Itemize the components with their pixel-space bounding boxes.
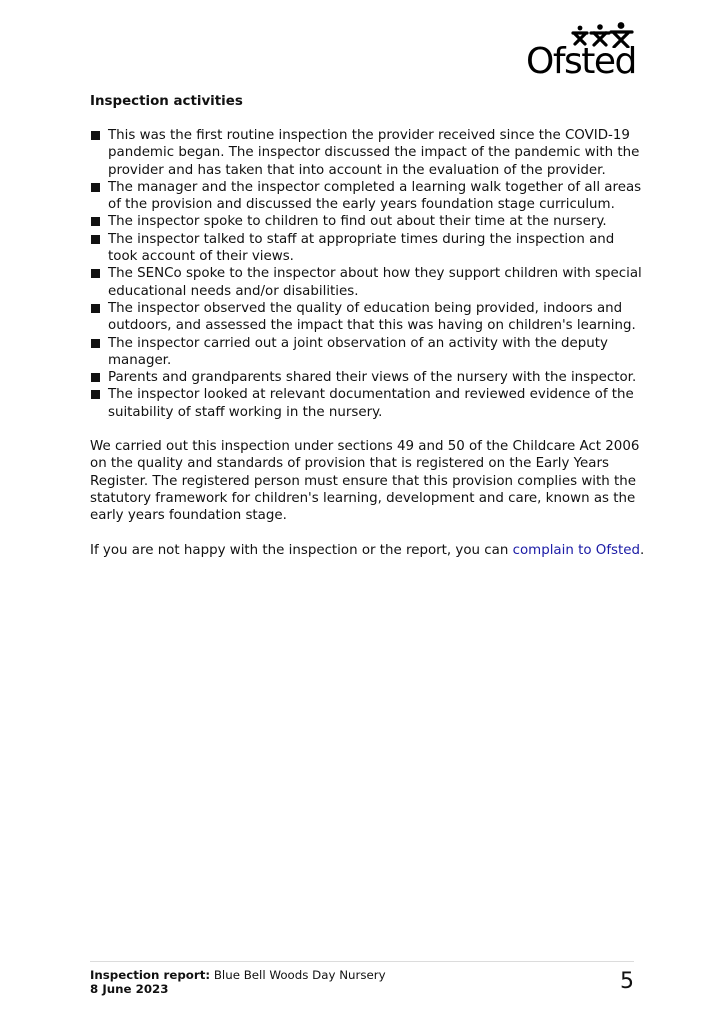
report-content [90, 93, 645, 559]
complain-to-ofsted-link[interactable]: complain to Ofsted [512, 542, 641, 558]
square-bullet-icon [91, 217, 100, 226]
footer-date: 8 June 2023 [90, 982, 169, 996]
square-bullet-icon [91, 131, 100, 140]
list-item: The inspector spoke to children to find out about their time at the nursery. [90, 213, 645, 230]
list-item: The inspector observed the quality of education being provided, indoors and outdoors, and assessed the impact that this was having on children's learning. [90, 300, 645, 335]
square-bullet-icon [91, 373, 100, 382]
page-number: 5 [620, 969, 634, 994]
list-item: The inspector carried out a joint observation of an activity with the deputy manager. [90, 335, 645, 370]
legal-paragraph: We carried out this inspection under sections 49 and 50 of the Childcare Act 2006 on the quality and standards of provision that is registered on the Early Years Register. The registered person must ensure that this provision complies with the statutory framework for children's learning, development and care, known as the early years foundation stage. [90, 439, 640, 524]
section-heading: Inspection activities [90, 94, 243, 109]
list-item: The inspector talked to staff at appropriate times during the inspection and took account of their views. [90, 231, 645, 266]
square-bullet-icon [91, 269, 100, 278]
square-bullet-icon [91, 304, 100, 313]
ofsted-logo [526, 20, 638, 80]
activities-list [90, 127, 645, 421]
list-item: Parents and grandparents shared their views of the nursery with the inspector. [90, 369, 645, 386]
square-bullet-icon [91, 235, 100, 244]
complaint-paragraph: If you are not happy with the inspection or the report, you can complain to Ofsted. [90, 542, 645, 558]
page-footer [90, 961, 634, 996]
ofsted-wordmark: Ofsted [526, 41, 636, 82]
square-bullet-icon [91, 390, 100, 399]
footer-report-line: Inspection report: Blue Bell Woods Day Nursery [90, 968, 386, 982]
list-item: The inspector looked at relevant documentation and reviewed evidence of the suitability of staff working in the nursery. [90, 386, 645, 421]
square-bullet-icon [91, 339, 100, 348]
list-item: The manager and the inspector completed a learning walk together of all areas of the provision and discussed the early years foundation stage curriculum. [90, 179, 645, 214]
list-item: This was the first routine inspection the provider received since the COVID-19 pandemic began. The inspector discussed the impact of the pandemic with the provider and has taken that into account in the evaluation of the provider. [90, 127, 645, 179]
provider-name: Blue Bell Woods Day Nursery [213, 968, 386, 982]
square-bullet-icon [91, 183, 100, 192]
list-item: The SENCo spoke to the inspector about how they support children with special educational needs and/or disabilities. [90, 265, 645, 300]
